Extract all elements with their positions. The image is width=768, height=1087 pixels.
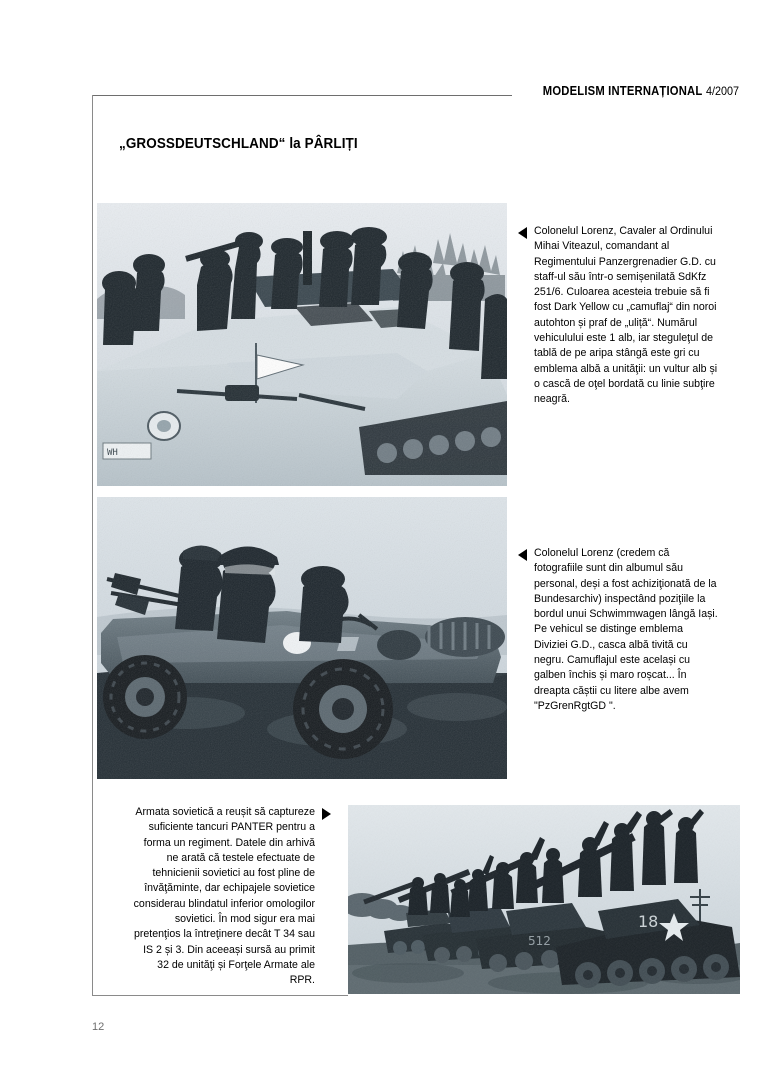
caption-text: Colonelul Lorenz (credem că fotografiile sunt din albumul său personal, deși a fost achiziţionată de la Bundesarchiv) inspectând poziţiile la bordul unui Schwimmwagen lângă Iași. Pe vehicul se distinge emblema Diviziei G.D., casca albă tivită cu negru. Camuflajul este același cu galben închis și maro roșcat... În dreapta căștii cu litere albe avem "PzGrenRgtGD ". (534, 547, 718, 712)
panther-tanks-photo (348, 805, 740, 994)
left-triangle-icon (518, 227, 527, 239)
bottom-frame-rule (92, 995, 348, 996)
left-triangle-icon (518, 549, 527, 561)
caption-schwimmwagen (518, 546, 718, 714)
schwimmwagen-photo (97, 497, 507, 779)
article-title: „GROSSDEUTSCHLAND“ la PÂRLIȚI (119, 135, 358, 152)
caption-text: Colonelul Lorenz, Cavaler al Ordinului Mihai Viteazul, comandant al Regimentului Panzergrenadier G.D. cu staff-ul său într-o semișenilată SdKfz 251/6. Culoarea acesteia trebuie să fi fost Dark Yellow cu „camuflaj“ din noroi autohton și praf de „uliță“. Numărul vehiculului este 1 alb, iar steguleţul de tablă de pe aripa stângă este gri cu emblema albă a unităţii: un vultur alb și o cască de oţel bordată cu linie subţire neagră. (534, 225, 718, 406)
halftrack-photo (97, 203, 507, 486)
publication-header (543, 84, 739, 98)
header-rule (92, 95, 512, 96)
left-frame-rule (92, 95, 93, 995)
page-number: 12 (92, 1021, 105, 1033)
caption-panthers (131, 805, 331, 989)
caption-halftrack (518, 224, 718, 408)
caption-text: Armata sovietică a reușit să captureze suficiente tancuri PANTER pentru a forma un regiment. Datele din arhivă ne arată că testele efectuate de tehnicienii sovietici au fost pline de învăţăminte, dar echipajele sovietice considerau blindatul inferior omologilor sovietici. În mod sigur era mai pretenţios la întreţinere decât T 34 sau IS 2 și 3. Din aceeași sursă au primit 32 de unităţi și Forţele Armate ale RPR. (133, 806, 315, 987)
publication-name: MODELISM INTERNAȚIONAL (542, 84, 703, 98)
right-triangle-icon (322, 808, 331, 820)
issue-number: 4/2007 (705, 84, 739, 98)
